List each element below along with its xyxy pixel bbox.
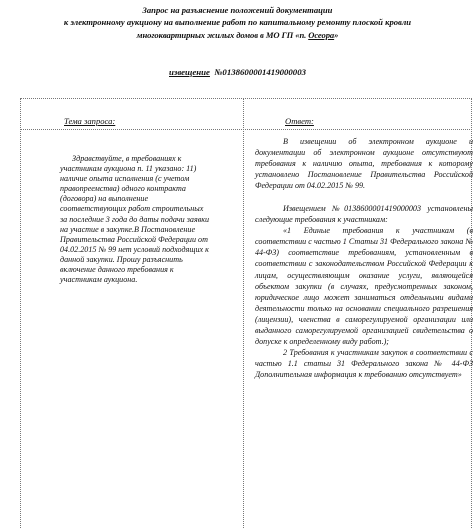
table-left-border bbox=[20, 98, 21, 528]
header-line-1: Запрос на разъяснение положений документации bbox=[142, 5, 333, 15]
answer-label: Ответ: bbox=[285, 116, 314, 126]
request-text: Здравствуйте, в требованиях к участникам аукциона п. 11 указано: 11) наличие опыта исполнения (с учетом правопреемства) одного контракта (договора) на выполнение соответствующих работ строительных за последние 3 года до даты подачи заявки на участие в закупке.В Постановление Правительства Российской Федерации от 04.02.2015 № 99 нет условий подходящих к данной закупки. Прошу разъяснить включение данного требования к участникам аукциона. bbox=[60, 154, 210, 285]
header-line-3-end: » bbox=[334, 29, 339, 40]
table-column-divider bbox=[243, 98, 244, 528]
answer-cell bbox=[255, 136, 473, 380]
header-line-3 bbox=[0, 29, 475, 41]
header-line-3-main: многоквартирных жилых домов в МО ГП «п. bbox=[136, 29, 309, 40]
notice-label: извещение bbox=[169, 67, 210, 77]
answer-paragraph-4: 2 Требования к участникам закупок в соответствии с частью 1.1 статьи 31 Федерального закона № 44-ФЗ Дополнительная информация к требованию отсутствует» bbox=[255, 347, 473, 379]
header-place-name: Осеора bbox=[308, 29, 335, 40]
answer-paragraph-2: Извещением №0138600001419000003 установлены следующие требования к участникам: bbox=[255, 204, 473, 225]
table-header-divider bbox=[20, 129, 472, 130]
notice-line bbox=[0, 67, 475, 77]
request-label: Тема запроса: bbox=[64, 116, 116, 126]
answer-paragraph-1: В извещении об электронном аукционе и документации об электронном аукционе отсутствуют требования к наличию опыта, требования к которому установлено Постановление Правительства Российской Федерации от 04.02.2015 № 99. bbox=[255, 137, 473, 191]
table-top-border bbox=[20, 98, 472, 99]
header-line-2: к электронному аукциону на выполнение работ по капитальному ремонту плоской кровли bbox=[63, 17, 412, 28]
request-cell bbox=[60, 154, 210, 285]
document-header bbox=[0, 4, 475, 41]
notice-number: №0138600001419000003 bbox=[214, 67, 306, 77]
answer-paragraph-3: «1 Единые требования к участникам (в соответствии с частью 1 Статьи 31 Федерального закона № 44-ФЗ) соответствие требованиям, установленным в соответствии с законодательством Российской Федерации к лицам, осуществляющим оказание услуги, являющейся объектом закупки (в случаях, предусмотренных законом, юридическое лицо может заниматься отдельными видами деятельности только на основании специального разрешения (лицензии), членства в саморегулируемой организации или выданного саморегулируемой организацией свидетельства о допуске к определенному виду работ.); bbox=[255, 226, 473, 346]
